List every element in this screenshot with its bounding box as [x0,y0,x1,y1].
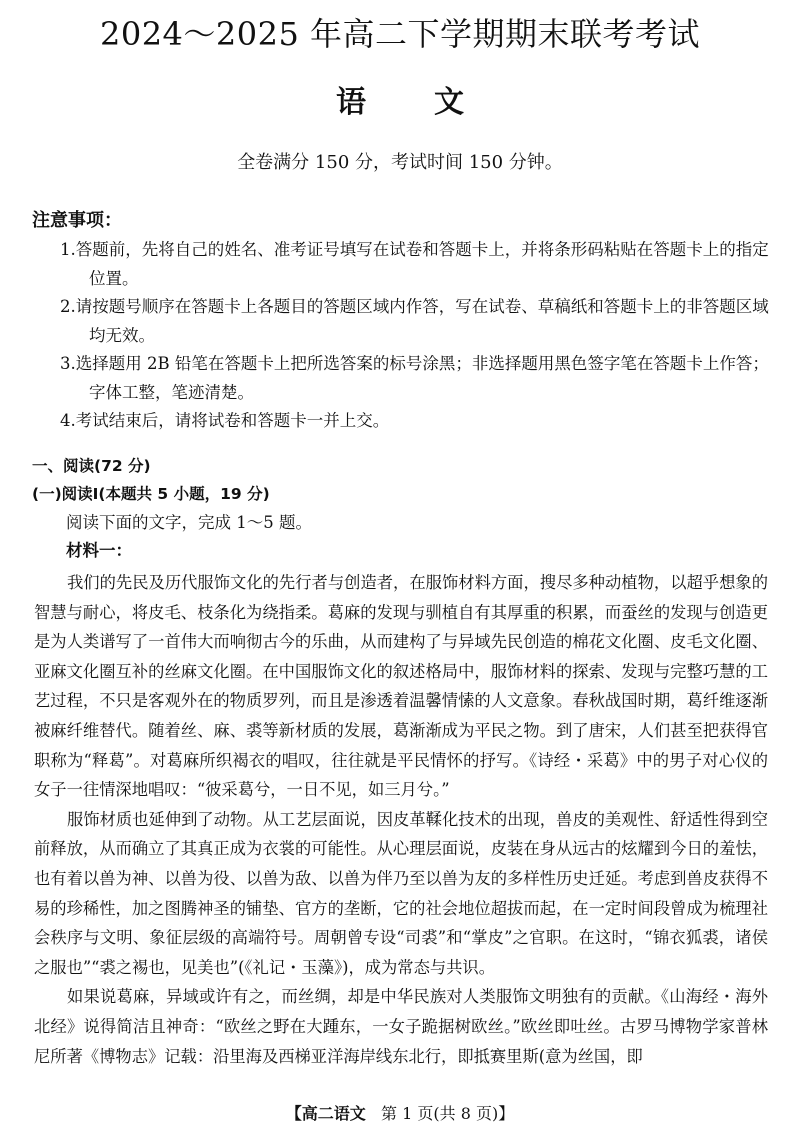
exam-meta: 全卷满分 150 分，考试时间 150 分钟。 [237,152,563,173]
notice-item-3: 3.选择题用 2B 铅笔在答题卡上把所选答案的标号涂黑；非选择题用黑色签字笔在答题卡上作答；字体工整，笔迹清楚。 [60,354,769,402]
subject-title [0,82,800,124]
notice-item-2: 2.请按题号顺序在答题卡上各题目的答题区域内作答，写在试卷、草稿纸和答题卡上的非答题区域均无效。 [60,297,769,345]
subject-char-2: 文 [434,85,464,120]
exam-title: 2024～2025 年高二下学期期末联考考试 [99,15,701,53]
paragraph-1: 我们的先民及历代服饰文化的先行者与创造者，在服饰材料方面，搜尽多种动植物，以超乎想象的智慧与耐心，将皮毛、枝条化为绕指柔。葛麻的发现与驯植自有其厚重的积累，而蚕丝的发现与创造更是为人类谱写了一首伟大而响彻古今的乐曲，从而建构了与异域先民创造的棉花文化圈、皮毛文化圈、亚麻文化圈互补的丝麻文化圈。在中国服饰文化的叙述格局中，服饰材料的探索、发现与完整巧慧的工艺过程，不只是客观外在的物质罗列，而且是渗透着温馨情愫的人文意象。春秋战国时期，葛纤维逐渐被麻纤维替代。随着丝、麻、裘等新材质的发展，葛渐渐成为平民之物。到了唐宋，人们甚至把获得官职称为“释葛”。对葛麻所织褐衣的唱叹，往往就是平民情怀的抒写。《诗经・采葛》中的男子对心仪的女子一往情深地唱叹：“彼采葛兮，一日不见，如三月兮。” [34,573,768,800]
paragraph-3: 如果说葛麻，异域或许有之，而丝绸，却是中华民族对人类服饰文明独有的贡献。《山海经・海外北经》说得简洁且神奇：“欧丝之野在大踵东，一女子跪据树欧丝。”欧丝即吐丝。古罗马博物学家普林尼所著《博物志》记载：沿里海及西梯亚洋海岸线东北行，即抵赛里斯(意为丝国，即 [34,987,768,1066]
notice-heading: 注意事项： [32,210,122,231]
notice-item-1: 1.答题前，先将自己的姓名、准考证号填写在试卷和答题卡上，并将条形码粘贴在答题卡上的指定位置。 [60,240,769,288]
footer-page-info: 第 1 页(共 8 页)】 [381,1104,515,1123]
footer-course: 【高二语文 [285,1104,366,1123]
section-heading: 一、阅读(72 分) [32,457,151,475]
paragraph-2: 服饰材质也延伸到了动物。从工艺层面说，因皮革鞣化技术的出现，兽皮的美观性、舒适性得到空前释放，从而确立了其真正成为衣裳的可能性。从心理层面说，皮装在身从远古的炫耀到今日的羞怯，也有着以兽为神、以兽为役、以兽为敌、以兽为伴乃至以兽为友的多样性历史迁延。考虑到兽皮获得不易的珍稀性，加之图腾神圣的铺垫、官方的垄断，它的社会地位超拔而起，在一定时间段曾成为梳理社会秩序与文明、象征层级的高端符号。周朝曾专设“司裘”和“掌皮”之官职。在这时，“锦衣狐裘，诸侯之服也”“裘之裼也，见美也”(《礼记・玉藻》)，成为常态与共识。 [34,809,768,977]
notice-item-4: 4.考试结束后，请将试卷和答题卡一并上交。 [60,411,390,430]
page-footer [0,1102,800,1126]
reading-instruction: 阅读下面的文字，完成 1～5 题。 [66,513,312,532]
material-label: 材料一： [66,541,132,560]
sub-section-heading: (一)阅读Ⅰ(本题共 5 小题，19 分) [32,485,270,503]
subject-char-1: 语 [336,85,366,120]
notice-list [60,236,780,436]
material-body [34,568,768,1071]
